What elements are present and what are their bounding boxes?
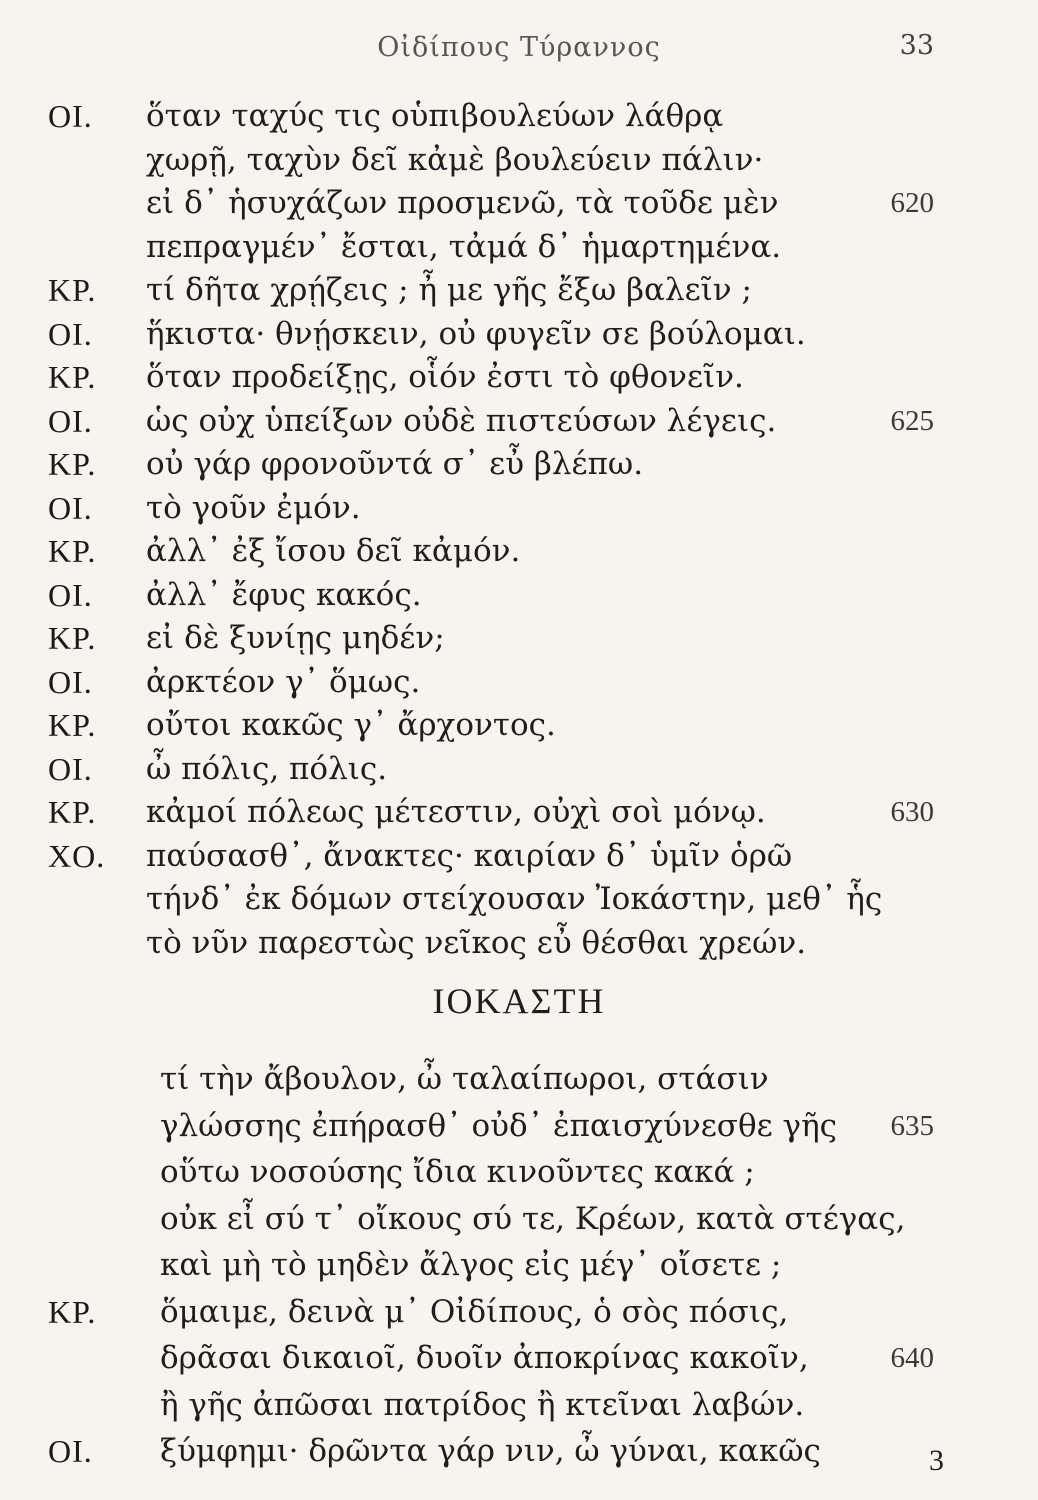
- verse-text: ὅταν ταχύς τις οὑπιβουλεύων λάθρᾳ: [146, 98, 724, 134]
- verse-line: [0, 225, 1038, 269]
- verse-line: [0, 660, 1038, 704]
- line-number: 620: [890, 187, 934, 219]
- line-number: 635: [890, 1109, 934, 1142]
- speaker-label: ΧΟ.: [48, 837, 106, 874]
- running-title: Οἰδίπους Τύραννος: [377, 32, 661, 63]
- speaker-label: ΚΡ.: [48, 794, 97, 830]
- verse-line: [0, 1290, 1038, 1334]
- verse-text: τὸ γοῦν ἐμόν.: [146, 489, 361, 526]
- speaker-label: ΚΡ.: [48, 446, 97, 482]
- speaker-label: ΚΡ.: [48, 620, 97, 656]
- speaker-label: ΚΡ.: [48, 359, 97, 395]
- verse-text: εἰ δ᾽ ἡσυχάζων προσμενῶ, τὰ τοῦδε μὲν: [146, 185, 779, 221]
- verse-text: οὐ γάρ φρονοῦντά σ᾽ εὖ βλέπω.: [146, 446, 644, 482]
- verse-line: [0, 1429, 1038, 1473]
- verse-text: εἰ δὲ ξυνίῃς μηδέν;: [146, 620, 445, 656]
- verse-line: [0, 442, 1038, 486]
- verse-text: ἀρκτέον γ᾽ ὅμως.: [146, 663, 421, 700]
- speaker-label: ΚΡ.: [48, 707, 97, 743]
- verse-text: γλώσσης ἐπήρασθ᾽ οὐδ᾽ ἐπαισχύνεσθε γῆς: [160, 1107, 838, 1144]
- verse-text: ἥκιστα· θνῄσκειν, οὐ φυγεῖν σε βούλομαι.: [146, 315, 806, 352]
- verse-line: [0, 921, 1038, 965]
- verse-line: [0, 1197, 1038, 1241]
- line-number: 630: [890, 796, 934, 828]
- verse-text: ὡς οὐχ ὑπείξων οὐδὲ πιστεύσων λέγεις.: [146, 402, 777, 439]
- verse-text: κἀμοί πόλεως μέτεστιν, οὐχὶ σοὶ μόνῳ.: [146, 794, 766, 830]
- verse-line: [0, 1057, 1038, 1101]
- verse-line: [0, 138, 1038, 182]
- verse-line: [0, 94, 1038, 138]
- verse-line: [0, 312, 1038, 356]
- verse-text: πεπραγμέν᾽ ἔσται, τἀμά δ᾽ ἡμαρτημένα.: [146, 228, 782, 265]
- verse-line: [0, 834, 1038, 878]
- verse-line: [0, 616, 1038, 660]
- speaker-label: ΟΙ.: [48, 98, 93, 134]
- verse-text: καὶ μὴ τὸ μηδὲν ἄλγος εἰς μέγ᾽ οἴσετε ;: [160, 1247, 782, 1283]
- verse-text: τήνδ᾽ ἐκ δόμων στείχουσαν Ἰοκάστην, μεθ᾽ ἧς: [146, 881, 883, 917]
- speaker-label: ΟΙ.: [48, 402, 93, 439]
- verse-text: ὦ πόλις, πόλις.: [146, 750, 388, 787]
- speaker-label: ΚΡ.: [48, 272, 97, 308]
- verse-text: ξύμφημι· δρῶντα γάρ νιν, ὦ γύναι, κακῶς: [160, 1433, 821, 1469]
- verse-line: [0, 1243, 1038, 1287]
- verse-line: [0, 1150, 1038, 1194]
- speaker-label: ΚΡ.: [48, 533, 97, 569]
- verse-text: τὸ νῦν παρεστὼς νεῖκος εὖ θέσθαι χρεών.: [146, 924, 807, 961]
- verse-line: [0, 703, 1038, 747]
- verse-line: [0, 1336, 1038, 1380]
- verse-text: οὕτω νοσούσης ἴδια κινοῦντες κακά ;: [160, 1154, 755, 1190]
- verse-text: ἀλλ᾽ ἐξ ἴσου δεῖ κἀμόν.: [146, 533, 521, 569]
- verse-line: [0, 181, 1038, 225]
- verse-text: ἢ γῆς ἀπῶσαι πατρίδος ἢ κτεῖναι λαβών.: [160, 1386, 805, 1423]
- line-number: 640: [890, 1342, 934, 1374]
- verse-line: [0, 355, 1038, 399]
- speaker-label: ΟΙ.: [48, 1433, 93, 1469]
- verse-line: [0, 877, 1038, 921]
- verse-line: [0, 573, 1038, 617]
- speaker-label: ΟΙ.: [48, 750, 93, 787]
- verse-text: παύσασθ᾽, ἄνακτες· καιρίαν δ᾽ ὑμῖν ὁρῶ: [146, 837, 793, 874]
- speaker-label: ΟΙ.: [48, 489, 93, 526]
- verse-text: χωρῇ, ταχὺν δεῖ κἀμὲ βουλεύειν πάλιν·: [146, 141, 764, 178]
- verse-line: [0, 1383, 1038, 1427]
- line-number: 625: [890, 404, 934, 437]
- verse-line: [0, 747, 1038, 791]
- speaker-label: ΟΙ.: [48, 576, 93, 613]
- verse-line: [0, 1104, 1038, 1148]
- page-number: 33: [899, 30, 934, 61]
- verse-text: τί δῆτα χρῄζεις ; ἦ με γῆς ἔξω βαλεῖν ;: [146, 272, 752, 308]
- verse-line: [0, 486, 1038, 530]
- verse-text: ὅταν προδείξῃς, οἷόν ἐστι τὸ φθονεῖν.: [146, 359, 744, 395]
- verse-text: δρᾶσαι δικαιοῖ, δυοῖν ἀποκρίνας κακοῖν,: [160, 1340, 809, 1376]
- verse-text: τί τὴν ἄβουλον, ὦ ταλαίπωροι, στάσιν: [160, 1061, 769, 1097]
- verse-text: οὐκ εἶ σύ τ᾽ οἴκους σύ τε, Κρέων, κατὰ στέγας,: [160, 1200, 906, 1237]
- speaker-label: ΟΙ.: [48, 315, 93, 352]
- verse-line: [0, 399, 1038, 443]
- verse-line: [0, 268, 1038, 312]
- verse-line: [0, 529, 1038, 573]
- speaker-label: ΚΡ.: [48, 1293, 97, 1330]
- verse-text: ἀλλ᾽ ἔφυς κακός.: [146, 576, 422, 613]
- verse-text: οὔτοι κακῶς γ᾽ ἄρχοντος.: [146, 707, 556, 743]
- signature-mark: 3: [929, 1444, 944, 1477]
- character-heading: ΙΟΚΑΣΤΗ: [432, 981, 606, 1021]
- verse-text: ὅμαιμε, δεινὰ μ᾽ Οἰδίπους, ὁ σὸς πόσις,: [160, 1293, 789, 1330]
- verse-line: [0, 790, 1038, 834]
- speaker-label: ΟΙ.: [48, 663, 93, 700]
